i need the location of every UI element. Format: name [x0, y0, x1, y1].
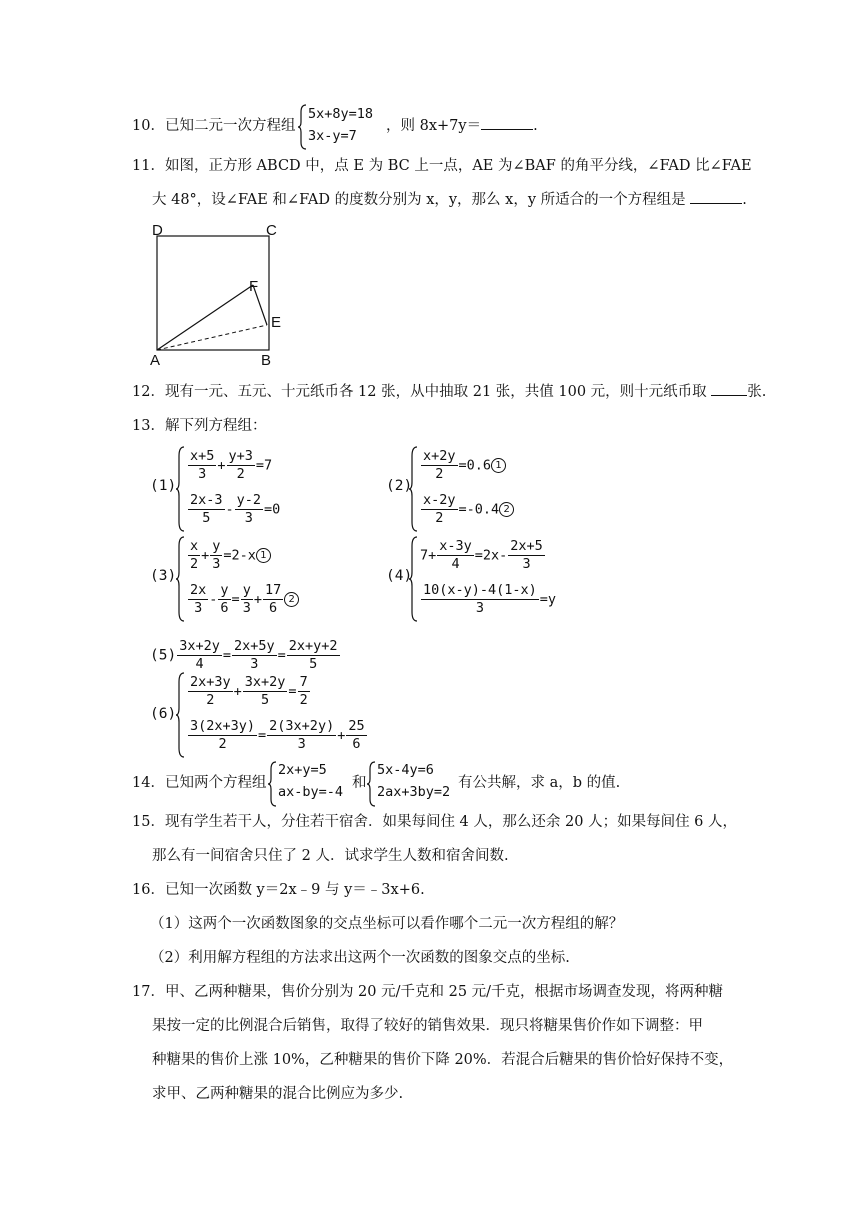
- math-term: +: [201, 547, 210, 564]
- math-term: +: [253, 591, 262, 608]
- part-label: (1): [150, 478, 177, 494]
- fraction: [235, 492, 263, 527]
- equation-row: [420, 538, 546, 573]
- math-term: -: [209, 591, 218, 608]
- math-term: 17: [264, 582, 282, 598]
- math-term: y: [242, 582, 251, 598]
- math-term: =: [258, 727, 267, 744]
- brace-icon: [366, 761, 376, 807]
- circled-number: 2: [499, 502, 514, 517]
- math-term: 5: [309, 656, 318, 672]
- math-term: =7: [255, 457, 273, 474]
- question-12: 12．现有一元、五元、十元纸币各 12 张，从中抽取 21 张，共值 100 元，则十元纸币取 张.: [132, 384, 767, 400]
- equation: ax-by=-4: [278, 784, 344, 800]
- point-label: C: [266, 222, 277, 239]
- math-term: 3: [242, 600, 251, 616]
- equation: 3x-y=7: [308, 128, 357, 144]
- equation: 5x+8y=18: [308, 106, 374, 122]
- math-term: =: [231, 591, 240, 608]
- math-term: 2x: [190, 582, 207, 598]
- fraction: [232, 638, 277, 673]
- math-term: 2: [206, 692, 215, 708]
- fraction: [267, 718, 336, 753]
- brace-icon: [175, 672, 185, 758]
- math-term: 2x+y+2: [288, 638, 338, 654]
- fraction: [298, 674, 310, 709]
- math-term: 2x-3: [190, 492, 223, 508]
- fraction: [421, 492, 458, 527]
- fraction: [188, 718, 257, 753]
- math-term: 5: [202, 510, 211, 526]
- equation-row: [187, 538, 271, 573]
- math-term: y: [212, 538, 221, 554]
- math-term: 10(x-y)-4(1-x): [423, 582, 537, 598]
- fraction: [243, 674, 288, 709]
- brace-icon: [175, 536, 185, 622]
- math-term: +: [217, 457, 226, 474]
- math-term: x-3y: [439, 538, 472, 554]
- fraction: [508, 538, 545, 573]
- math-term: 3: [194, 600, 203, 616]
- fraction: [241, 582, 253, 617]
- math-term: x: [190, 538, 199, 554]
- math-term: 4: [195, 656, 204, 672]
- circled-number: 1: [491, 458, 506, 473]
- fraction: [188, 492, 225, 527]
- math-term: 3(2x+3y): [190, 718, 256, 734]
- answer-blank[interactable]: [711, 395, 747, 396]
- equation: 2x+y=5: [278, 762, 327, 778]
- fraction: [177, 638, 222, 673]
- math-term: (5): [150, 647, 177, 664]
- equation-row: [420, 448, 506, 483]
- math-term: y: [220, 582, 229, 598]
- math-term: 3: [244, 510, 253, 526]
- fraction: [263, 582, 283, 617]
- math-term: +: [233, 683, 242, 700]
- fraction: [421, 582, 539, 617]
- math-term: x+5: [190, 448, 215, 464]
- brace-icon: [297, 104, 307, 150]
- math-term: 2: [299, 692, 308, 708]
- point-label: E: [271, 314, 282, 331]
- point-label: A: [150, 352, 161, 369]
- math-term: 2: [218, 736, 227, 752]
- circled-number: 1: [256, 548, 271, 563]
- brace-icon: [175, 446, 185, 532]
- math-term: 3: [198, 466, 207, 482]
- math-term: =0.6: [458, 457, 492, 474]
- math-term: x+2y: [423, 448, 456, 464]
- brace-icon: [408, 446, 418, 532]
- equation-row: [150, 638, 341, 673]
- part-label: (2): [386, 478, 413, 494]
- math-term: 2x+3y: [190, 674, 231, 690]
- math-term: 7: [299, 674, 308, 690]
- fraction: [210, 538, 222, 573]
- math-term: =-0.4: [458, 501, 500, 518]
- answer-blank[interactable]: [481, 129, 533, 130]
- math-term: 6: [220, 600, 229, 616]
- point-label: F: [249, 278, 259, 295]
- math-term: 3: [297, 736, 306, 752]
- equation-row: [187, 718, 368, 753]
- fraction: [437, 538, 474, 573]
- math-term: 2: [190, 556, 199, 572]
- part-label: (4): [386, 568, 413, 584]
- math-term: 2(3x+2y): [269, 718, 335, 734]
- math-term: 3: [212, 556, 221, 572]
- math-term: 2: [435, 466, 444, 482]
- math-term: 2: [435, 510, 444, 526]
- math-term: =y: [539, 591, 557, 608]
- square-figure: [145, 222, 295, 372]
- answer-blank[interactable]: [690, 203, 742, 204]
- math-term: =0: [264, 501, 281, 518]
- equation-row: [187, 674, 311, 709]
- math-term: 5: [261, 692, 270, 708]
- math-term: -: [225, 501, 234, 518]
- math-term: 2x+5: [510, 538, 543, 554]
- fraction: [287, 638, 340, 673]
- part-label: (6): [150, 706, 177, 722]
- fraction: [188, 448, 216, 483]
- math-term: 6: [352, 736, 361, 752]
- math-term: 3: [522, 556, 531, 572]
- math-term: +: [337, 727, 346, 744]
- math-term: y-2: [236, 492, 262, 508]
- fraction: [421, 448, 458, 483]
- fraction: [188, 538, 200, 573]
- fraction: [188, 582, 208, 617]
- equation-row: [187, 582, 299, 617]
- math-term: 3x+2y: [244, 674, 286, 690]
- math-term: x-2y: [423, 492, 456, 508]
- equation: 5x-4y=6: [377, 762, 434, 778]
- equation-row: [420, 582, 556, 617]
- math-term: =2x-: [474, 547, 508, 564]
- math-term: 7+: [420, 547, 437, 564]
- math-term: 25: [348, 718, 365, 734]
- point-label: D: [152, 222, 163, 239]
- math-term: 2: [236, 466, 245, 482]
- equation-row: [420, 492, 514, 527]
- math-term: =: [288, 683, 297, 700]
- math-term: 6: [269, 600, 278, 616]
- fraction: [346, 718, 366, 753]
- equation-row: [187, 448, 272, 483]
- math-term: y+3: [228, 448, 253, 464]
- math-term: 2x+5y: [233, 638, 275, 654]
- brace-icon: [408, 536, 418, 622]
- fraction: [227, 448, 255, 483]
- part-label: (3): [150, 568, 177, 584]
- equation-row: [187, 492, 280, 527]
- point-label: B: [261, 352, 272, 369]
- math-term: 3: [250, 656, 259, 672]
- math-term: =2-x: [223, 547, 256, 564]
- math-term: 4: [451, 556, 460, 572]
- equation: 2ax+3by=2: [377, 784, 451, 800]
- math-term: 3: [475, 600, 484, 616]
- math-term: =: [277, 647, 286, 664]
- brace-icon: [267, 761, 277, 807]
- math-term: 3x+2y: [179, 638, 220, 654]
- fraction: [218, 582, 230, 617]
- circled-number: 2: [284, 592, 299, 607]
- fraction: [188, 674, 233, 709]
- math-term: =: [222, 647, 231, 664]
